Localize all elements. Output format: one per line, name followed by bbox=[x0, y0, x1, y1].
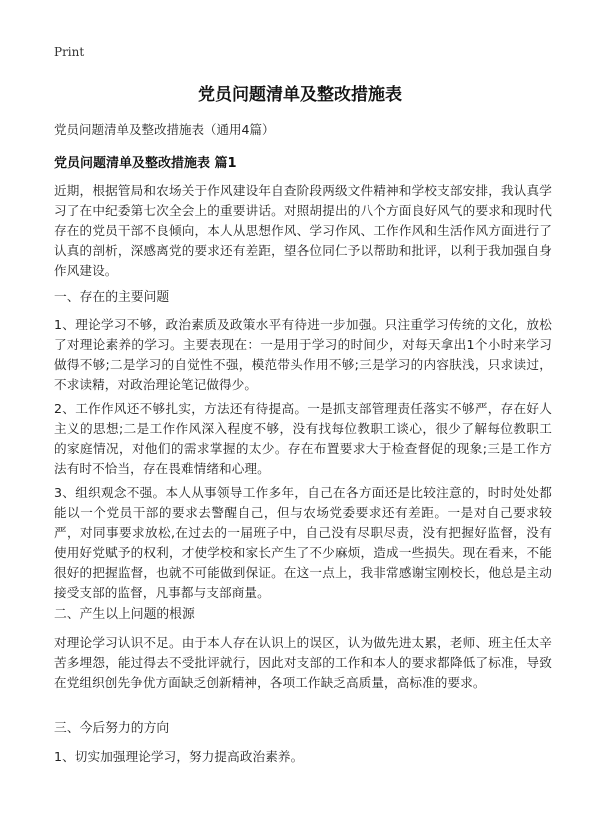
print-label[interactable]: Print bbox=[54, 45, 85, 59]
section-title: 党员问题清单及整改措施表 篇1 bbox=[54, 156, 237, 171]
direction-paragraph-1: 1、切实加强理论学习，努力提高政治素养。 bbox=[54, 749, 304, 764]
heading-main-problems: 一、存在的主要问题 bbox=[54, 290, 170, 305]
root-cause-paragraph: 对理论学习认识不足。由于本人存在认识上的误区，认为做先进太累，老师、班主任太辛苦多埋怨，能过得去不受批评就行，因此对支部的工作和本人的要求都降低了标准，导致在党组织创先争优方面缺乏创新精神，各项工作缺乏高质量，高标准的要求。 bbox=[54, 635, 552, 690]
heading-root-causes: 二、产生以上问题的根源 bbox=[54, 607, 195, 622]
problem-paragraph-3: 3、组织观念不强。本人从事领导工作多年，自己在各方面还是比较注意的，时时处处都能以一个党员干部的要求去警醒自己，但与农场党委要求还有差距。一是对自己要求较严，对同事要求放松,在过去的一届班子中，自己没有尽职尽责，没有把握好监督，没有使用好党赋予的权利，才使学校和家长产生了不少麻烦，造成一些损失。现在看来，不能很好的把握监督，也就不可能做到保证。在这一点上，我非常感谢宝刚校长，他总是主动接受支部的监督，凡事都与支部商量。 bbox=[54, 485, 552, 600]
problem-paragraph-1: 1、理论学习不够，政治素质及政策水平有待进一步加强。只注重学习传统的文化，放松了对理论素养的学习。主要表现在：一是用于学习的时间少，对每天拿出1个小时来学习做得不够;二是学习的自觉性不强，模范带头作用不够;三是学习的内容肤浅，只求读过，不求读精，对政治理论笔记做得少。 bbox=[54, 317, 552, 392]
heading-future-direction: 三、今后努力的方向 bbox=[54, 721, 170, 736]
problem-paragraph-2: 2、工作作风还不够扎实，方法还有待提高。一是抓支部管理责任落实不够严，存在好人主义的思想;二是工作作风深入程度不够，没有找每位教职工谈心，很少了解每位教职工的家庭情况，对他们的需求掌握的太少。存在布置要求大于检查督促的现象;三是工作方法有时不恰当，存在畏难情绪和心理。 bbox=[54, 401, 552, 476]
document-subtitle: 党员问题清单及整改措施表（通用4篇） bbox=[54, 122, 275, 137]
intro-paragraph: 近期，根据管局和农场关于作风建设年自查阶段两级文件精神和学校支部安排，我认真学习了在中纪委第七次全会上的重要讲话。对照胡提出的八个方面良好风气的要求和现时代存在的党员干部不良倾向，本人从思想作风、学习作风、工作作风和生活作风方面进行了认真的剖析，深感离党的要求还有差距，望各位同仁予以帮助和批评，以利于我加强自身作风建设。 bbox=[54, 183, 552, 278]
document-title: 党员问题清单及整改措施表 bbox=[198, 85, 402, 105]
